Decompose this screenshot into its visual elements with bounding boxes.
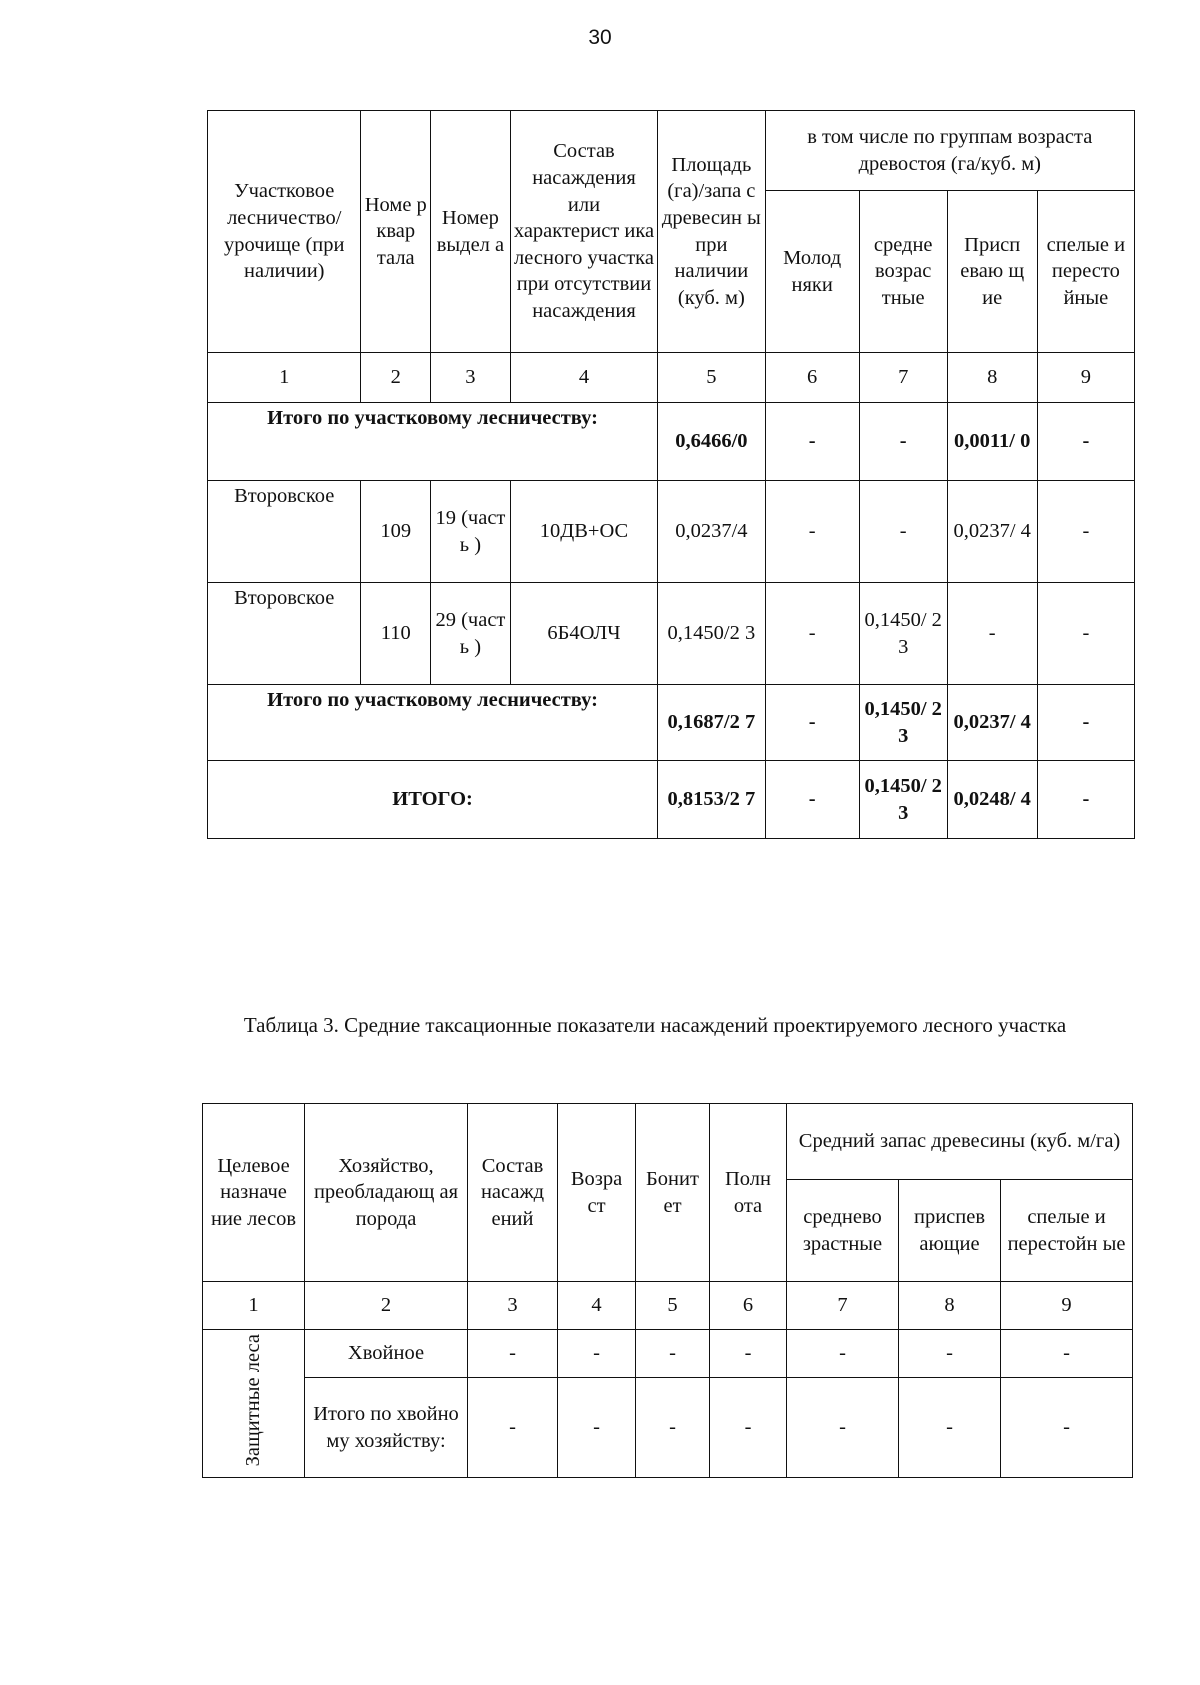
header-economy: Хозяйство, преобладающ ая порода	[305, 1104, 468, 1282]
cell-value: -	[710, 1378, 787, 1478]
total-label: Итого по участковому лесничеству:	[208, 403, 658, 481]
table-row	[203, 1378, 1133, 1478]
table3-header-row	[203, 1104, 1133, 1180]
header-premature: Присп еваю щ ие	[947, 191, 1037, 353]
cell-value: -	[787, 1330, 899, 1378]
cell-value: -	[1037, 761, 1134, 839]
table-row	[203, 1330, 1133, 1378]
cell-value: -	[787, 1378, 899, 1478]
cell-value: 0,0237/ 4	[947, 481, 1037, 583]
cell-quarter: 109	[361, 481, 431, 583]
header-middle-aged: среднево зрастные	[787, 1180, 899, 1282]
cell-value: -	[765, 685, 859, 761]
table-row	[208, 403, 1135, 481]
cell-value: -	[765, 761, 859, 839]
column-number: 8	[899, 1282, 1001, 1330]
table-row	[208, 685, 1135, 761]
cell-value: -	[558, 1378, 636, 1478]
column-number: 2	[305, 1282, 468, 1330]
column-number: 9	[1037, 353, 1134, 403]
header-density: Полн ота	[710, 1104, 787, 1282]
cell-value: 0,1450/ 23	[859, 583, 947, 685]
taxation-indicators-table	[202, 1103, 1133, 1478]
cell-value: -	[1037, 583, 1134, 685]
cell-area: 0,1450/2 3	[658, 583, 765, 685]
cell-economy: Итого по хвойному хозяйству:	[305, 1378, 468, 1478]
column-number: 5	[658, 353, 765, 403]
header-young: Молод няки	[765, 191, 859, 353]
column-number: 8	[947, 353, 1037, 403]
header-quarter: Номе р квар тала	[361, 111, 431, 353]
column-number: 6	[765, 353, 859, 403]
cell-forestry: Второвское	[208, 481, 361, 583]
cell-value: 0,0237/ 4	[947, 685, 1037, 761]
cell-value: 0,0248/ 4	[947, 761, 1037, 839]
cell-composition: 10ДВ+ОС	[510, 481, 657, 583]
table-row	[208, 481, 1135, 583]
table3-caption: Таблица 3. Средние таксационные показатели насаждений проектируемого лесного участка	[243, 1013, 1067, 1037]
cell-value: -	[859, 481, 947, 583]
column-number: 6	[710, 1282, 787, 1330]
column-number: 4	[558, 1282, 636, 1330]
cell-value: -	[1037, 685, 1134, 761]
cell-value: -	[947, 583, 1037, 685]
cell-area: 0,0237/4	[658, 481, 765, 583]
cell-value: -	[765, 481, 859, 583]
cell-composition: 6Б4ОЛЧ	[510, 583, 657, 685]
cell-value: -	[765, 403, 859, 481]
cell-section: 29 (часть )	[431, 583, 511, 685]
cell-value: -	[710, 1330, 787, 1378]
column-number: 3	[431, 353, 511, 403]
cell-value: 0,1450/ 23	[859, 685, 947, 761]
column-number: 9	[1001, 1282, 1133, 1330]
cell-economy: Хвойное	[305, 1330, 468, 1378]
cell-value: -	[899, 1378, 1001, 1478]
header-mature: спелые и перестойн ые	[1001, 1180, 1133, 1282]
age-groups-table	[207, 110, 1135, 839]
page-number: 30	[588, 26, 612, 49]
header-purpose: Целевое назначе ние лесов	[203, 1104, 305, 1282]
vertical-label-cell	[203, 1330, 305, 1478]
header-section: Номер выдел а	[431, 111, 511, 353]
column-number: 7	[787, 1282, 899, 1330]
header-mature: спелые и пересто йные	[1037, 191, 1134, 353]
cell-value: -	[1037, 481, 1134, 583]
cell-value: -	[765, 583, 859, 685]
cell-value: -	[468, 1330, 558, 1378]
grand-total-label: ИТОГО:	[208, 761, 658, 839]
table1-number-row	[208, 353, 1135, 403]
header-area: Площадь (га)/запа с древесин ы при наличии (куб. м)	[658, 111, 765, 353]
cell-section: 19 (часть )	[431, 481, 511, 583]
cell-value: -	[558, 1330, 636, 1378]
column-number: 1	[208, 353, 361, 403]
cell-value: -	[1001, 1378, 1133, 1478]
cell-value: -	[468, 1378, 558, 1478]
table-row	[208, 761, 1135, 839]
header-stand-composition: Состав насажд ений	[468, 1104, 558, 1282]
protective-forests-label: Защитные леса	[241, 1333, 264, 1466]
column-number: 1	[203, 1282, 305, 1330]
cell-value: -	[1001, 1330, 1133, 1378]
header-avg-stock: Средний запас древесины (куб. м/га)	[787, 1104, 1133, 1180]
cell-value: -	[899, 1330, 1001, 1378]
header-composition: Состав насаждения или характерист ика лесного участка при отсутствии насаждения	[510, 111, 657, 353]
total-area: 0,8153/2 7	[658, 761, 765, 839]
total-area: 0,1687/2 7	[658, 685, 765, 761]
column-number: 4	[510, 353, 657, 403]
table3-number-row	[203, 1282, 1133, 1330]
column-number: 3	[468, 1282, 558, 1330]
header-bonitet: Бонит ет	[636, 1104, 710, 1282]
cell-value: -	[1037, 403, 1134, 481]
cell-forestry: Второвское	[208, 583, 361, 685]
table-row	[208, 583, 1135, 685]
cell-value: -	[636, 1378, 710, 1478]
cell-value: 0,1450/ 23	[859, 761, 947, 839]
column-number: 2	[361, 353, 431, 403]
total-label: Итого по участковому лесничеству:	[208, 685, 658, 761]
cell-value: -	[859, 403, 947, 481]
header-age-groups: в том числе по группам возраста древостоя (га/куб. м)	[765, 111, 1134, 191]
cell-value: 0,0011/ 0	[947, 403, 1037, 481]
cell-quarter: 110	[361, 583, 431, 685]
total-area: 0,6466/0	[658, 403, 765, 481]
header-age: Возра ст	[558, 1104, 636, 1282]
header-middle-aged: средне возрас тные	[859, 191, 947, 353]
column-number: 7	[859, 353, 947, 403]
table1-header-row	[208, 111, 1135, 191]
cell-value: -	[636, 1330, 710, 1378]
header-forestry: Участковое лесничество/ урочище (при наличии)	[208, 111, 361, 353]
header-premature: приспев ающие	[899, 1180, 1001, 1282]
column-number: 5	[636, 1282, 710, 1330]
